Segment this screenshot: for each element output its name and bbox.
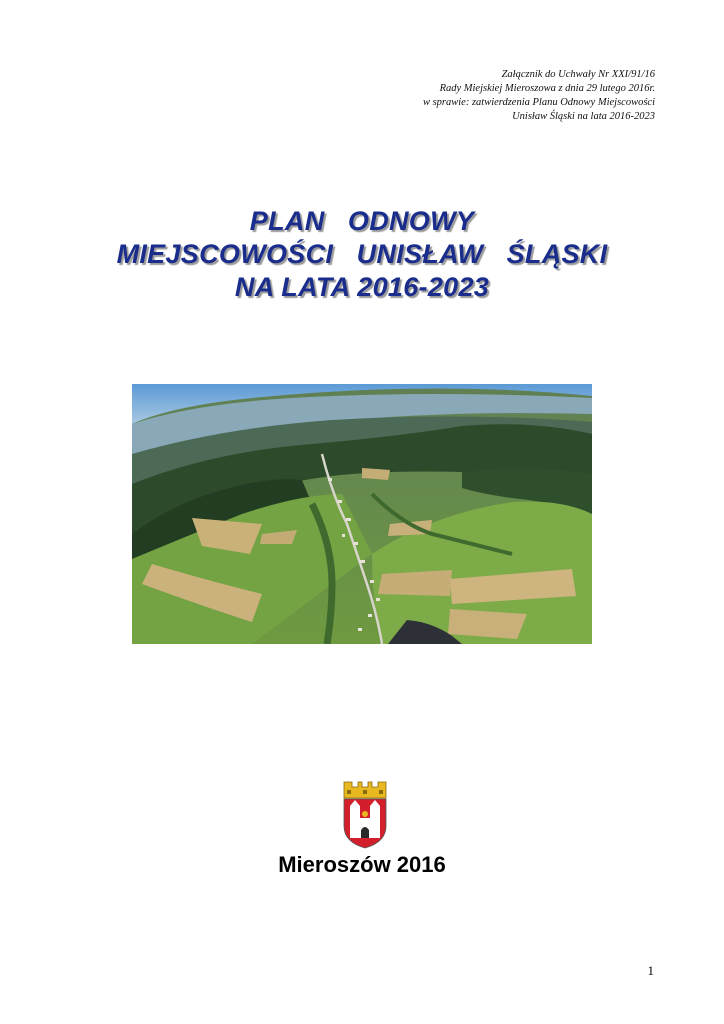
page-number: 1 <box>647 963 654 978</box>
annex-note <box>235 68 655 124</box>
title-line-1: PLAN ODNOWY <box>249 206 475 236</box>
title-line-2: MIEJSCOWOŚCI UNISŁAW ŚLĄSKI <box>116 239 608 269</box>
annex-line-3: w sprawie: zatwierdzenia Planu Odnowy Miejscowości <box>422 97 655 108</box>
document-title <box>0 205 724 304</box>
annex-line-4: Unisław Śląski na lata 2016-2023 <box>512 111 655 122</box>
title-line-3: NA LATA 2016-2023 <box>234 272 490 302</box>
annex-line-1: Załącznik do Uchwały Nr XXI/91/16 <box>501 69 655 80</box>
coat-of-arms <box>340 778 390 850</box>
aerial-photo <box>132 384 592 644</box>
annex-line-2: Rady Miejskiej Mieroszowa z dnia 29 lutego 2016r. <box>439 83 655 94</box>
place-and-year: Mieroszów 2016 <box>278 852 446 877</box>
